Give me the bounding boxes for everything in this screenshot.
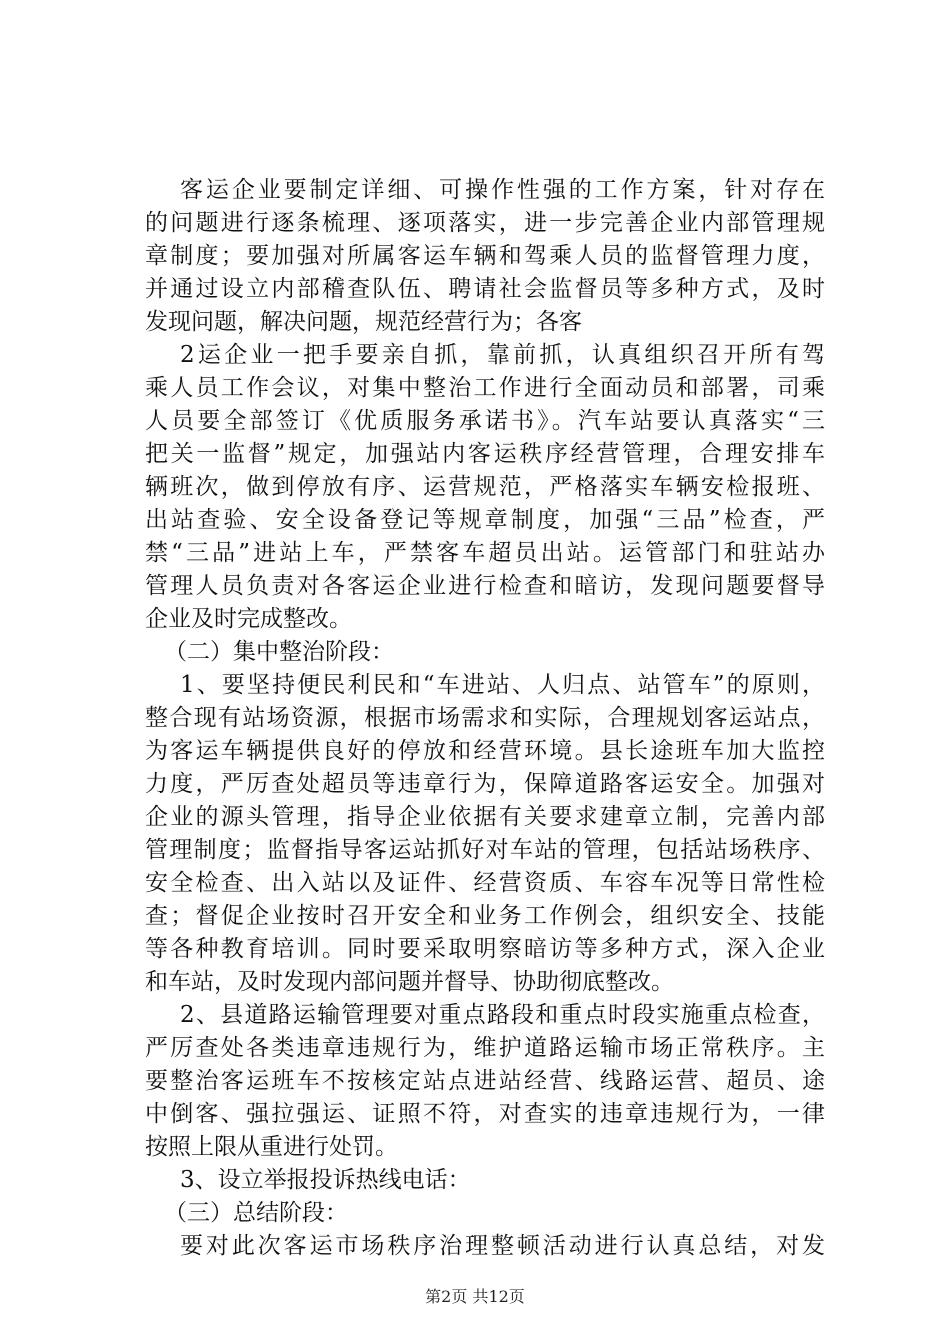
paragraph-line: 企业及时完成整改。 [145, 606, 352, 632]
paragraph-line: 章制度；要加强对所属客运车辆和驾乘人员的监督管理力度， [145, 243, 825, 269]
paragraph-line: 辆班次，做到停放有序、运营规范，严格落实车辆安检报班、 [145, 474, 825, 500]
paragraph-line: 管理制度；监督指导客运站抓好对车站的管理，包括站场秩序、 [145, 837, 825, 863]
paragraph-line: 出站查验、安全设备登记等规章制度，加强“三品”检查，严 [145, 507, 825, 533]
paragraph-line: 管理人员负责对各客运企业进行检查和暗访，发现问题要督导 [145, 573, 825, 599]
paragraph-line: 2运企业一把手要亲自抓，靠前抓，认真组织召开所有驾 [180, 342, 825, 368]
paragraph-line: 并通过设立内部稽查队伍、聘请社会监督员等多种方式，及时 [145, 276, 825, 302]
paragraph-line: 要对此次客运市场秩序治理整顿活动进行认真总结，对发 [180, 1233, 825, 1259]
paragraph-line: 乘人员工作会议，对集中整治工作进行全面动员和部署，司乘 [145, 375, 825, 401]
paragraph-line: 人员要全部签订《优质服务承诺书》。汽车站要认真落实“三 [145, 408, 825, 434]
paragraph-line: 查；督促企业按时召开安全和业务工作例会，组织安全、技能 [145, 903, 825, 929]
paragraph-line: 要整治客运班车不按核定站点进站经营、线路运营、超员、途 [145, 1068, 825, 1094]
section-heading: （三）总结阶段： [164, 1200, 348, 1226]
paragraph-line: 等各种教育培训。同时要采取明察暗访等多种方式，深入企业 [145, 936, 825, 962]
paragraph-line: 安全检查、出入站以及证件、经营资质、车容车况等日常性检 [145, 870, 825, 896]
paragraph-line: 中倒客、强拉强运、证照不符，对查实的违章违规行为，一律 [145, 1101, 825, 1127]
paragraph-line: 禁“三品”进站上车，严禁客车超员出站。运管部门和驻站办 [145, 540, 825, 566]
paragraph-line: 和车站，及时发现内部问题并督导、协助彻底整改。 [145, 969, 674, 995]
paragraph-line: 把关一监督”规定，加强站内客运秩序经营管理，合理安排车 [145, 441, 825, 467]
paragraph-line: 为客运车辆提供良好的停放和经营环境。县长途班车加大监控 [145, 738, 825, 764]
section-heading: （二）集中整治阶段： [164, 639, 394, 665]
page-number-footer: 第2页 共12页 [425, 1287, 525, 1306]
paragraph-line: 按照上限从重进行处罚。 [145, 1134, 398, 1160]
paragraph-line: 严厉查处各类违章违规行为，维护道路运输市场正常秩序。主 [145, 1035, 825, 1061]
paragraph-line: 企业的源头管理，指导企业依据有关要求建章立制，完善内部 [145, 804, 825, 830]
paragraph-line: 发现问题，解决问题，规范经营行为；各客 [145, 309, 582, 335]
paragraph-line: 的问题进行逐条梳理、逐项落实，进一步完善企业内部管理规 [145, 210, 825, 236]
paragraph-line: 整合现有站场资源，根据市场需求和实际，合理规划客运站点， [145, 705, 825, 731]
paragraph-line: 3、设立举报投诉热线电话： [180, 1167, 471, 1193]
paragraph-line: 客运企业要制定详细、可操作性强的工作方案，针对存在 [180, 177, 825, 203]
paragraph-line: 1、要坚持便民利民和“车进站、人归点、站管车”的原则， [180, 672, 825, 698]
paragraph-line: 2、县道路运输管理要对重点路段和重点时段实施重点检查， [180, 1002, 825, 1028]
paragraph-line: 力度，严厉查处超员等违章行为，保障道路客运安全。加强对 [145, 771, 825, 797]
